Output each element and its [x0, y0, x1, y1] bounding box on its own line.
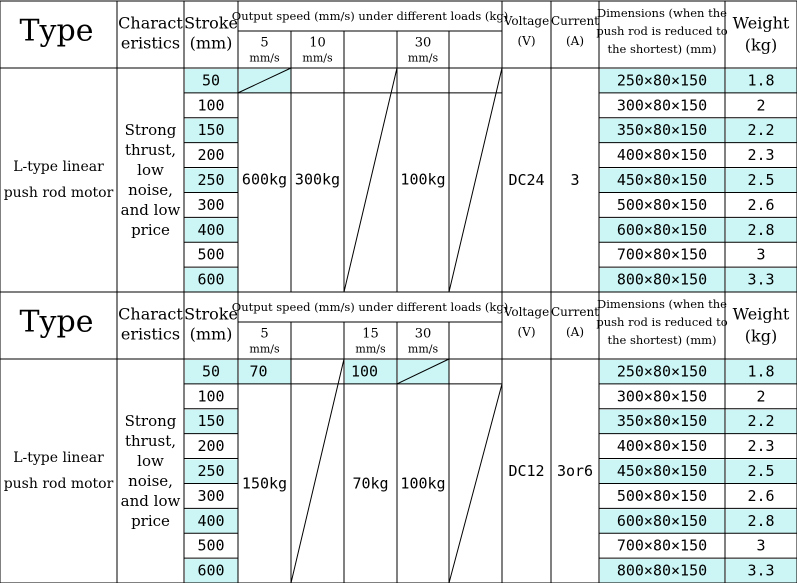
- stroke-value: 500: [197, 245, 225, 264]
- stroke-value: 200: [197, 437, 225, 456]
- speed-value: 15: [362, 326, 379, 342]
- current-heading: Current: [550, 305, 600, 319]
- characteristics-text: low: [137, 452, 164, 470]
- speed-value: 5: [260, 35, 269, 51]
- stroke-value: 100: [197, 387, 225, 406]
- dimension-value: 600×80×150: [616, 220, 708, 239]
- dimension-value: 300×80×150: [616, 387, 708, 406]
- type-label: L-type linear: [13, 159, 104, 175]
- speed-unit: mm/s: [302, 51, 333, 65]
- characteristics-text: Strong: [124, 412, 177, 430]
- blank-diagonal: [291, 359, 344, 583]
- blank-diagonal: [449, 384, 502, 583]
- stroke-value: 200: [197, 146, 225, 165]
- weight-value: 2.8: [747, 220, 775, 239]
- load-value: 70: [249, 362, 268, 381]
- dimension-value: 700×80×150: [616, 536, 708, 555]
- type-label: L-type linear: [13, 450, 104, 466]
- stroke-value: 400: [197, 511, 225, 530]
- weight-value: 2.2: [747, 121, 775, 140]
- dimension-value: 500×80×150: [616, 195, 708, 214]
- speed-value: 30: [414, 35, 432, 51]
- dimensions-heading: push rod is reduced to: [596, 24, 728, 38]
- speed-unit: mm/s: [249, 51, 280, 65]
- stroke-unit: (mm): [189, 324, 233, 344]
- characteristics-heading: eristics: [120, 33, 181, 53]
- characteristics-heading: Charact: [118, 13, 183, 33]
- characteristics-text: noise,: [128, 181, 173, 199]
- stroke-heading: Stroke: [184, 304, 238, 324]
- stroke-value: 300: [197, 486, 225, 505]
- dimension-value: 400×80×150: [616, 437, 708, 456]
- characteristics-text: Strong: [124, 121, 177, 139]
- weight-value: 3.3: [747, 270, 775, 289]
- weight-heading: Weight: [732, 13, 790, 33]
- weight-value: 2.6: [747, 486, 775, 505]
- blank-diagonal: [344, 68, 397, 292]
- stroke-value: 400: [197, 220, 225, 239]
- stroke-value: 150: [197, 121, 225, 140]
- stroke-value: 600: [197, 270, 225, 289]
- speed-unit: mm/s: [407, 51, 439, 65]
- characteristics-text: and low: [120, 492, 181, 510]
- characteristics-text: low: [137, 161, 164, 179]
- speed-value: 10: [309, 35, 326, 51]
- weight-unit: (kg): [744, 326, 778, 346]
- characteristics-text: price: [131, 221, 170, 239]
- speed-unit: mm/s: [407, 342, 439, 356]
- load-value: 600kg: [241, 170, 288, 189]
- voltage-unit: (V): [517, 325, 536, 339]
- dimension-value: 800×80×150: [616, 270, 708, 289]
- weight-unit: (kg): [744, 35, 778, 55]
- load-value: 70kg: [352, 474, 389, 493]
- type-label: push rod motor: [3, 185, 114, 201]
- load-value: 300kg: [294, 170, 341, 189]
- weight-value: 2.2: [747, 412, 775, 431]
- weight-value: 2.5: [747, 171, 775, 189]
- stroke-value: 50: [201, 71, 221, 90]
- weight-value: 2.3: [747, 146, 775, 165]
- dimension-value: 450×80×150: [616, 171, 708, 189]
- dimension-value: 250×80×150: [616, 362, 708, 381]
- weight-value: 1.8: [747, 71, 775, 90]
- blank-diagonal: [449, 68, 502, 292]
- current-unit: (A): [565, 34, 585, 48]
- weight-value: 2.3: [747, 437, 775, 456]
- characteristics-heading: eristics: [120, 324, 181, 344]
- characteristics-text: price: [131, 512, 170, 530]
- speed-unit: mm/s: [355, 342, 386, 356]
- current-value: 3: [570, 171, 580, 189]
- voltage-value: DC24: [508, 171, 545, 189]
- weight-value: 3: [756, 245, 766, 264]
- weight-value: 1.8: [747, 362, 775, 381]
- characteristics-text: thrust,: [124, 432, 177, 450]
- characteristics-text: and low: [120, 201, 181, 219]
- characteristics-text: thrust,: [124, 141, 177, 159]
- weight-value: 2.5: [747, 462, 775, 480]
- stroke-value: 600: [197, 561, 225, 580]
- output-speed-heading: Output speed (mm/s) under different loads (kg): [231, 9, 509, 23]
- stroke-value: 100: [197, 96, 225, 115]
- stroke-unit: (mm): [189, 33, 233, 53]
- type-label: push rod motor: [3, 476, 114, 492]
- speed-unit: mm/s: [249, 342, 280, 356]
- dimension-value: 600×80×150: [616, 511, 708, 530]
- characteristics-text: noise,: [128, 472, 173, 490]
- dimensions-heading: Dimensions (when the: [597, 297, 727, 311]
- dimension-value: 400×80×150: [616, 146, 708, 165]
- voltage-unit: (V): [517, 34, 536, 48]
- dimensions-heading: push rod is reduced to: [596, 315, 728, 329]
- weight-value: 2: [756, 96, 766, 115]
- speed-value: 30: [414, 326, 432, 342]
- load-highlight: [398, 360, 449, 384]
- type-heading: Type: [19, 13, 94, 49]
- weight-value: 2.6: [747, 195, 775, 214]
- stroke-value: 300: [197, 195, 225, 214]
- output-speed-heading: Output speed (mm/s) under different loads (kg): [231, 300, 509, 314]
- characteristics-heading: Charact: [118, 304, 183, 324]
- dimension-value: 300×80×150: [616, 96, 708, 115]
- weight-value: 2: [756, 387, 766, 406]
- dimension-value: 700×80×150: [616, 245, 708, 264]
- current-unit: (A): [565, 325, 585, 339]
- stroke-value: 250: [197, 171, 225, 189]
- voltage-value: DC12: [508, 462, 545, 480]
- voltage-heading: Voltage: [503, 14, 550, 28]
- weight-value: 3.3: [747, 561, 775, 580]
- stroke-value: 50: [201, 362, 221, 381]
- dimensions-heading: the shortest) (mm): [607, 42, 717, 56]
- current-value: 3or6: [556, 462, 594, 480]
- dimensions-heading: the shortest) (mm): [607, 333, 717, 347]
- stroke-heading: Stroke: [184, 13, 238, 33]
- dimension-value: 350×80×150: [616, 412, 708, 431]
- weight-value: 2.8: [747, 511, 775, 530]
- stroke-value: 150: [197, 412, 225, 431]
- dimension-value: 500×80×150: [616, 486, 708, 505]
- stroke-value: 500: [197, 536, 225, 555]
- load-value: 100: [350, 362, 379, 381]
- load-value: 150kg: [241, 474, 288, 493]
- dimension-value: 350×80×150: [616, 121, 708, 140]
- load-value: 100kg: [400, 474, 446, 493]
- dimension-value: 450×80×150: [616, 462, 708, 480]
- voltage-heading: Voltage: [503, 305, 550, 319]
- type-heading: Type: [19, 304, 94, 340]
- dimension-value: 250×80×150: [616, 71, 708, 90]
- weight-heading: Weight: [732, 304, 790, 324]
- current-heading: Current: [550, 14, 600, 28]
- speed-value: 5: [260, 326, 269, 342]
- load-value: 100kg: [400, 170, 446, 189]
- stroke-value: 250: [197, 462, 225, 480]
- weight-value: 3: [756, 536, 766, 555]
- dimension-value: 800×80×150: [616, 561, 708, 580]
- dimensions-heading: Dimensions (when the: [597, 6, 727, 20]
